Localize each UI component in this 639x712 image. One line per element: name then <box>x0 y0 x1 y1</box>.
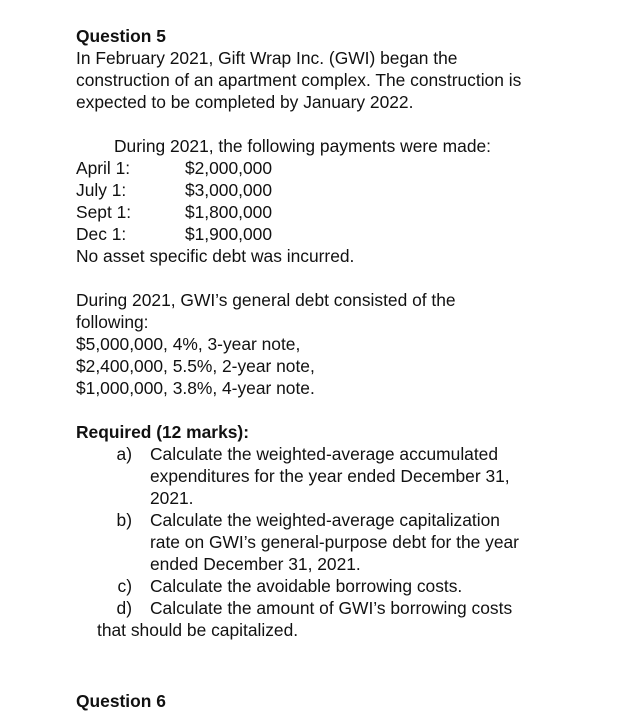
debt-line-1: During 2021, GWI’s general debt consisted of the <box>76 290 456 310</box>
question-5-section <box>76 25 616 641</box>
payment-date: April 1: <box>76 158 131 178</box>
payment-row <box>76 157 616 179</box>
required-text: ended December 31, 2021. <box>150 554 361 574</box>
required-text: Calculate the amount of GWI’s borrowing costs <box>150 598 513 618</box>
payment-date: July 1: <box>76 180 127 200</box>
required-text: rate on GWI’s general-purpose debt for the year <box>150 532 519 552</box>
payment-amount: $1,800,000 <box>184 202 272 222</box>
required-letter: c) <box>117 576 132 596</box>
debt-note-2: $2,400,000, 5.5%, 2-year note, <box>76 356 315 376</box>
intro-line-1: In February 2021, Gift Wrap Inc. (GWI) began the <box>76 48 458 68</box>
required-item-c <box>76 575 616 597</box>
next-question-heading: Question 6 <box>76 691 166 711</box>
payments-heading: During 2021, the following payments were made: <box>114 136 492 156</box>
spacer <box>76 399 616 421</box>
required-letter: b) <box>116 510 132 530</box>
required-title: Required (12 marks): <box>76 422 249 442</box>
required-letter: a) <box>116 444 132 464</box>
required-closing: that should be capitalized. <box>97 620 299 640</box>
intro-line-3: expected to be completed by January 2022. <box>76 92 414 112</box>
payment-row <box>76 201 616 223</box>
required-text: Calculate the avoidable borrowing costs. <box>150 576 463 596</box>
required-text: Calculate the weighted-average capitalization <box>150 510 500 530</box>
payment-date: Dec 1: <box>76 224 127 244</box>
required-text: 2021. <box>150 488 194 508</box>
payment-amount: $2,000,000 <box>184 158 272 178</box>
payment-amount: $3,000,000 <box>184 180 272 200</box>
required-item-b <box>76 509 616 575</box>
required-text: Calculate the weighted-average accumulated <box>150 444 499 464</box>
no-specific-debt-note: No asset specific debt was incurred. <box>76 246 355 266</box>
required-item-d <box>76 597 616 619</box>
debt-line-2: following: <box>76 312 149 332</box>
payment-amount: $1,900,000 <box>184 224 272 244</box>
payment-date: Sept 1: <box>76 202 132 222</box>
payment-row <box>76 223 616 245</box>
spacer <box>76 113 616 135</box>
required-item-a <box>76 443 616 509</box>
question-title: Question 5 <box>76 26 166 46</box>
required-text: expenditures for the year ended December 31, <box>150 466 510 486</box>
required-letter: d) <box>116 598 132 618</box>
debt-note-1: $5,000,000, 4%, 3-year note, <box>76 334 301 354</box>
payments-list <box>76 157 616 245</box>
spacer <box>76 267 616 289</box>
intro-line-2: construction of an apartment complex. The construction is <box>76 70 522 90</box>
debt-note-3: $1,000,000, 3.8%, 4-year note. <box>76 378 315 398</box>
payment-row <box>76 179 616 201</box>
